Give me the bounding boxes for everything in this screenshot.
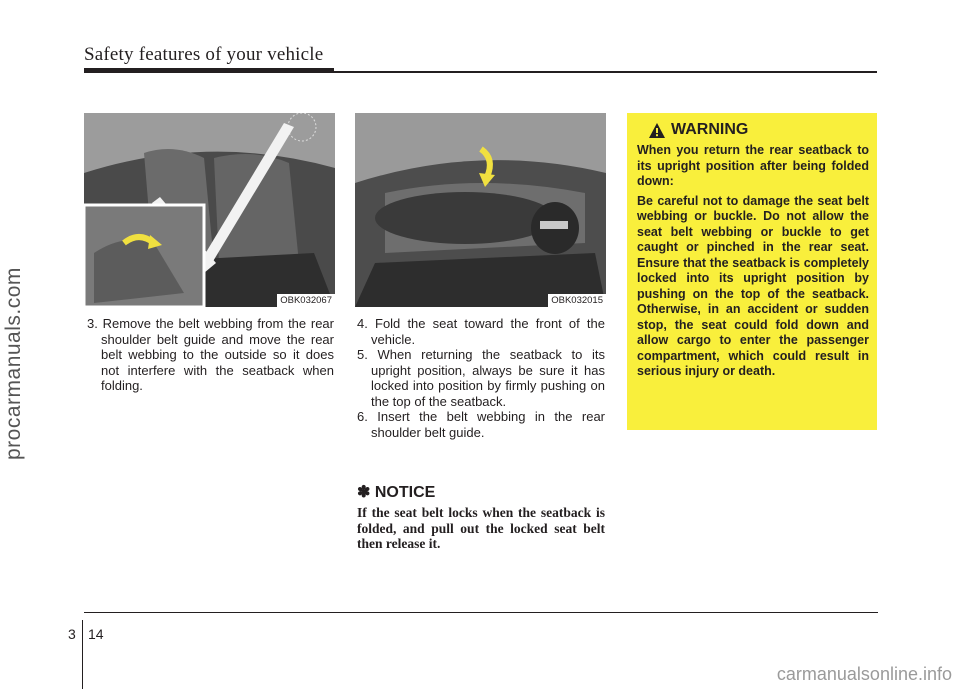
step-number: 6. bbox=[357, 409, 368, 424]
footer-rule bbox=[84, 612, 878, 613]
step-item bbox=[357, 409, 605, 440]
seat-fold-illustration bbox=[355, 113, 606, 307]
step-number: 4. bbox=[357, 316, 368, 331]
side-watermark: procarmanuals.com bbox=[2, 267, 25, 460]
header-rule-thick bbox=[84, 68, 334, 73]
step-text: Remove the belt webbing from the rear shoulder belt guide and move the rear belt webbing to the outside so it does not interfere with the seatback when folding. bbox=[101, 316, 334, 393]
warning-paragraph: Be careful not to damage the seat belt webbing or buckle. Do not allow the seat belt webbing or buckle to get caught or pinched in the rear seat. Ensure that the seatback is completely locked into its upright position by pushing on the top of the seatback. Otherwise, in an accident or sudden stop, the seat could fold down and allow cargo to enter the passenger compartment, which could result in serious injury or death. bbox=[637, 193, 869, 378]
photo-seat-folding bbox=[355, 113, 606, 307]
steps-column-2 bbox=[357, 316, 605, 440]
notice-symbol-icon: ✽ bbox=[357, 484, 371, 501]
photo-seat-belt-guide bbox=[84, 113, 335, 307]
step-item bbox=[357, 316, 605, 347]
photo-code: OBK032015 bbox=[548, 294, 606, 307]
step-item bbox=[357, 347, 605, 409]
warning-heading bbox=[649, 121, 869, 139]
page-number: 14 bbox=[88, 626, 104, 642]
warning-box bbox=[627, 113, 877, 430]
header-rule-thin bbox=[334, 71, 877, 73]
notice-heading bbox=[357, 482, 435, 502]
step-number: 3. bbox=[87, 316, 98, 331]
bottom-watermark: carmanualsonline.info bbox=[776, 664, 952, 684]
warning-title: WARNING bbox=[671, 121, 749, 138]
chapter-number: 3 bbox=[68, 626, 76, 642]
notice-title: NOTICE bbox=[374, 484, 436, 501]
step-text: Fold the seat toward the front of the vehicle. bbox=[371, 316, 605, 347]
warning-paragraph: When you return the rear seatback to its upright position after being folded down: bbox=[637, 143, 869, 188]
header-title: Safety features of your vehicle bbox=[84, 44, 324, 65]
step-number: 5. bbox=[357, 347, 368, 362]
notice-body: If the seat belt locks when the seatback is folded, and pull out the locked seat belt then release it. bbox=[357, 505, 605, 551]
photo-code: OBK032067 bbox=[277, 294, 335, 307]
footer-divider bbox=[82, 620, 83, 689]
steps-column-1 bbox=[87, 316, 334, 394]
step-text: When returning the seatback to its upright position, always be sure it has locked into position by firmly pushing on the top of the seatback. bbox=[371, 347, 605, 409]
step-text: Insert the belt webbing in the rear shoulder belt guide. bbox=[371, 409, 605, 440]
seat-photo-illustration bbox=[84, 113, 335, 307]
step-item bbox=[87, 316, 334, 394]
warning-triangle-icon bbox=[649, 123, 665, 138]
